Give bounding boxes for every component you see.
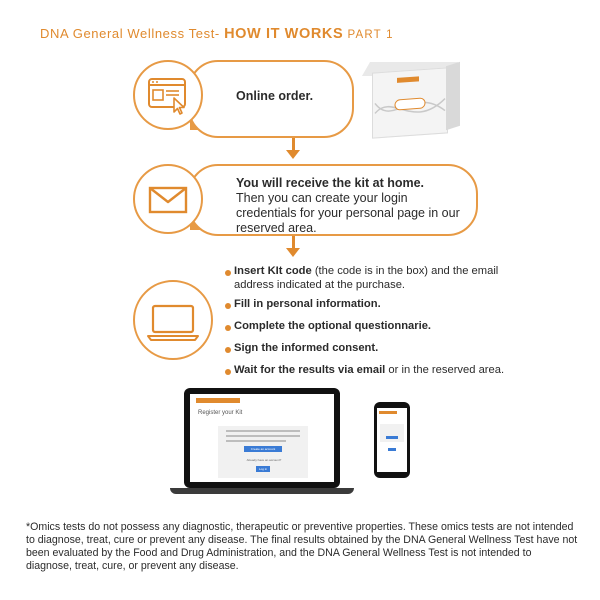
step1-circle xyxy=(133,60,203,130)
envelope-icon xyxy=(135,166,201,232)
step2-circle xyxy=(133,164,203,234)
checklist-item xyxy=(234,265,534,292)
checklist-item xyxy=(234,342,534,356)
step3-circle xyxy=(133,280,213,360)
arrow-1-head xyxy=(286,150,300,159)
checklist-1-rest: (the code is in the box) and the email address indicated at the purchase. xyxy=(234,265,499,291)
already-account-text: Already have an account? xyxy=(246,458,282,462)
checklist-item xyxy=(234,320,534,334)
bullet-4 xyxy=(225,347,231,353)
kit-box-side xyxy=(446,62,460,131)
register-title: Register your Kit xyxy=(198,410,243,416)
checklist-5-rest: or in the reserved area. xyxy=(385,364,505,376)
checklist-item xyxy=(234,298,534,312)
logo xyxy=(196,398,240,403)
bullet-2 xyxy=(225,303,231,309)
laptop-base xyxy=(170,488,354,494)
step1-text xyxy=(236,89,346,104)
checklist-5-bold: Wait for the results via email xyxy=(234,364,386,376)
laptop-icon xyxy=(135,282,211,358)
bullet-3 xyxy=(225,325,231,331)
kit-box xyxy=(372,67,448,138)
checklist-3-bold: Complete the optional questionnarie. xyxy=(234,320,432,332)
step2-bold: You will receive the kit at home. xyxy=(236,176,425,190)
browser-cursor-icon xyxy=(135,62,201,128)
page-title xyxy=(40,26,394,42)
title-suffix: PART 1 xyxy=(347,29,394,41)
step2-text xyxy=(236,176,468,236)
arrow-2-head xyxy=(286,248,300,257)
bullet-1 xyxy=(225,270,231,276)
checklist-1-bold: Insert KIt code xyxy=(234,265,312,277)
create-account-button[interactable]: Create an account xyxy=(244,446,282,452)
disclaimer: *Omics tests do not possess any diagnostic, therapeutic or preventive properties. These omics tests are not intended to diagnose, treat, cure or prevent any disease. The final results obtained by the DNA General Wellness Test have not been evaluated by the Food and Drug Administration, and the DNA General Wellness Test is not intended to diagnose, treat, cure, or prevent any disease. xyxy=(26,521,578,572)
dna-helix-icon xyxy=(373,68,447,137)
laptop-display xyxy=(190,394,334,482)
step1-bold: Online order. xyxy=(236,89,314,103)
bullet-5 xyxy=(225,369,231,375)
step2-rest: Then you can create your login credentials for your personal page in our reserved area. xyxy=(236,191,460,235)
checklist-2-bold: Fill in personal information. xyxy=(234,298,381,310)
checklist-item xyxy=(234,364,554,378)
title-highlight: HOW IT WORKS xyxy=(224,26,344,42)
title-prefix: DNA General Wellness Test- xyxy=(40,26,220,41)
phone-display xyxy=(377,408,407,472)
register-card xyxy=(218,426,308,478)
login-button[interactable]: Log in xyxy=(256,466,270,472)
checklist-4-bold: Sign the informed consent. xyxy=(234,342,379,354)
